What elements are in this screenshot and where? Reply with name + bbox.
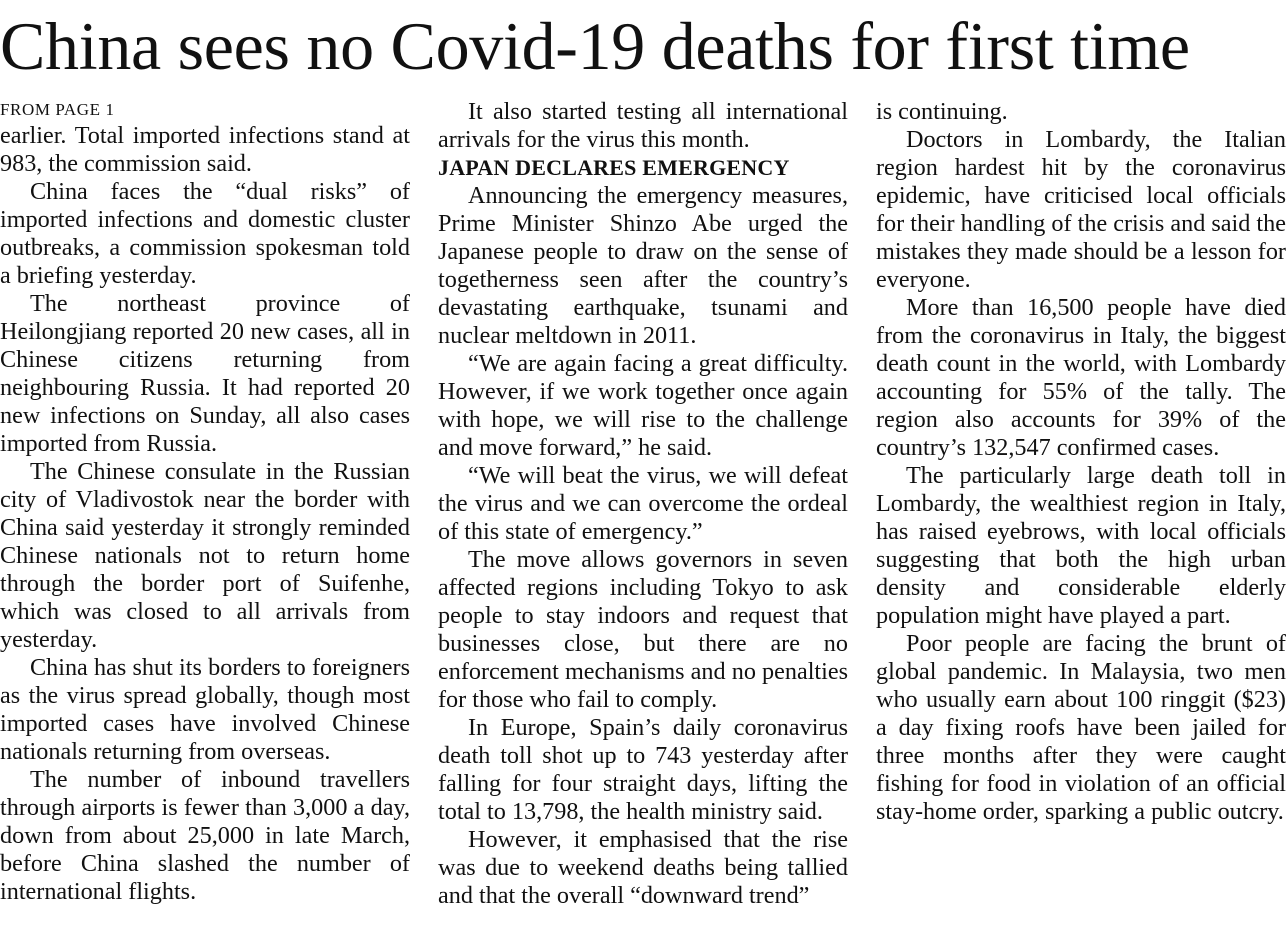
paragraph: The move allows governors in seven affected regions including Tokyo to ask people to stay indoors and request that businesses close, but there are no enforcement mechanisms and no penalties for those who fail to comply. bbox=[438, 546, 848, 713]
paragraph: The particularly large death toll in Lombardy, the wealthiest region in Italy, has raised eyebrows, with local officials suggesting that both the high urban density and considerable elderly population might have played a part. bbox=[876, 462, 1286, 629]
paragraph: More than 16,500 people have died from the coronavirus in Italy, the biggest death count in the world, with Lombardy accounting for 55% of the tally. The region also accounts for 39% of the country’s 132,547 confirmed cases. bbox=[876, 294, 1286, 461]
paragraph: The northeast province of Heilongjiang reported 20 new cases, all in Chinese citizens returning from neighbouring Russia. It had reported 20 new infections on Sunday, all also cases imported from Russia. bbox=[0, 290, 410, 457]
paragraph: earlier. Total imported infections stand at 983, the commission said. bbox=[0, 122, 410, 177]
paragraph: Doctors in Lombardy, the Italian region hardest hit by the coronavirus epidemic, have criticised local officials for their handling of the crisis and said the mistakes they made should be a lesson for everyone. bbox=[876, 126, 1286, 293]
paragraph: The Chinese consulate in the Russian city of Vladivostok near the border with China said yesterday it strongly reminded Chinese nationals not to return home through the border port of Suifenhe, which was closed to all arrivals from yesterday. bbox=[0, 458, 410, 653]
paragraph: “We are again facing a great difficulty. However, if we work together once again with hope, we will rise to the challenge and move forward,” he said. bbox=[438, 350, 848, 461]
article-column-3 bbox=[876, 98, 1286, 928]
paragraph: Poor people are facing the brunt of global pandemic. In Malaysia, two men who usually earn about 100 ringgit ($23) a day fixing roofs have been jailed for three months after they were caught fishing for food in violation of an official stay-home order, sparking a public outcry. bbox=[876, 630, 1286, 825]
continuation-kicker: FROM PAGE 1 bbox=[0, 100, 115, 119]
paragraph: China faces the “dual risks” of imported infections and domestic cluster outbreaks, a commission spokesman told a briefing yesterday. bbox=[0, 178, 410, 289]
paragraph: China has shut its borders to foreigners as the virus spread globally, though most imported cases have involved Chinese nationals returning from overseas. bbox=[0, 654, 410, 765]
paragraph: The number of inbound travellers through airports is fewer than 3,000 a day, down from about 25,000 in late March, before China slashed the number of international flights. bbox=[0, 766, 410, 905]
paragraph: “We will beat the virus, we will defeat the virus and we can overcome the ordeal of this state of emergency.” bbox=[438, 462, 848, 545]
paragraph: However, it emphasised that the rise was due to weekend deaths being tallied and that the overall “downward trend” bbox=[438, 826, 848, 909]
paragraph: In Europe, Spain’s daily coronavirus death toll shot up to 743 yesterday after falling for four straight days, lifting the total to 13,798, the health ministry said. bbox=[438, 714, 848, 825]
paragraph: It also started testing all international arrivals for the virus this month. bbox=[438, 98, 848, 153]
article-column-1 bbox=[0, 98, 410, 928]
headline: China sees no Covid-19 deaths for first time bbox=[0, 8, 1190, 84]
paragraph: is continuing. bbox=[876, 98, 1008, 125]
article-column-2 bbox=[438, 98, 848, 928]
paragraph: Announcing the emergency measures, Prime Minister Shinzo Abe urged the Japanese people to draw on the sense of togetherness seen after the country’s devastating earthquake, tsunami and nuclear meltdown in 2011. bbox=[438, 182, 848, 349]
section-subhead: JAPAN DECLARES EMERGENCY bbox=[438, 155, 790, 180]
